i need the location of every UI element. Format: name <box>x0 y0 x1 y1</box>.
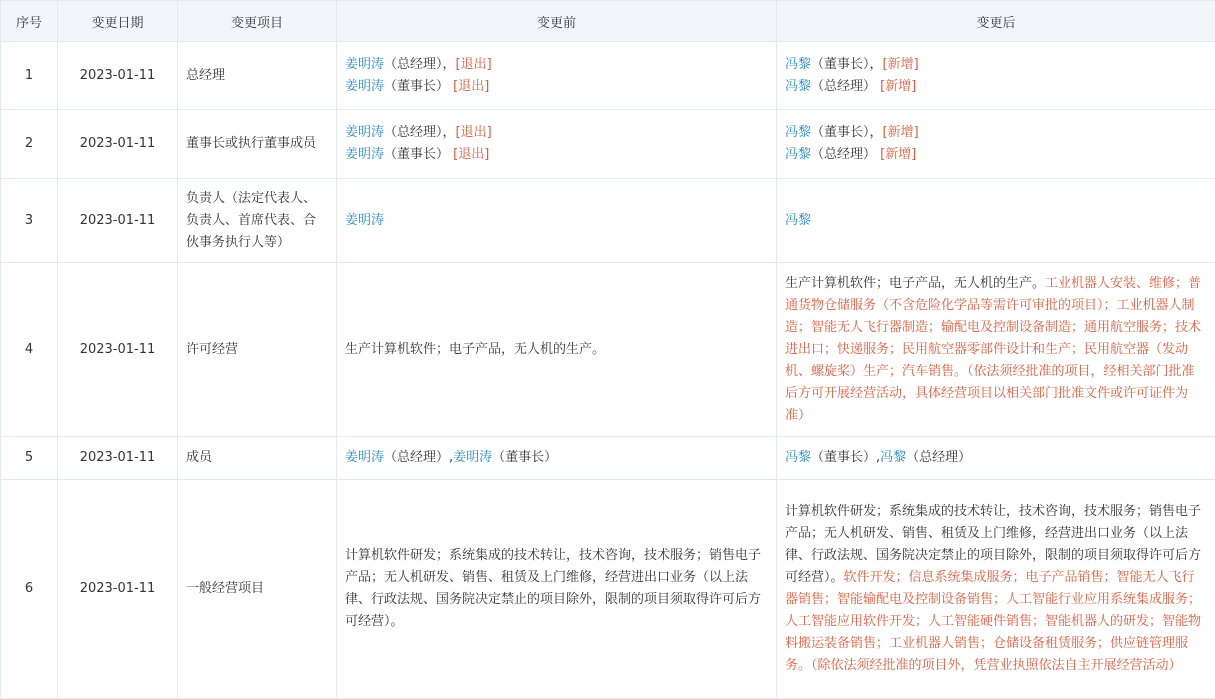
cell-date: 2023-01-11 <box>58 179 178 263</box>
cell-date: 2023-01-11 <box>58 110 178 179</box>
change-tag: [新增] <box>883 125 919 140</box>
cell-text: （总经理）， <box>384 125 456 140</box>
cell-before <box>337 480 777 699</box>
table-row <box>1 263 1215 437</box>
person-link[interactable]: 姜明涛 <box>345 57 384 72</box>
cell-after <box>777 437 1215 480</box>
cell-text: （董事长） <box>384 79 453 94</box>
person-link[interactable]: 姜明涛 <box>345 125 384 140</box>
change-tag: [新增] <box>880 147 916 162</box>
cell-line <box>785 504 1201 673</box>
cell-line <box>785 450 971 465</box>
header-after: 变更后 <box>777 1 1215 42</box>
cell-line <box>785 213 811 228</box>
table-row <box>1 110 1215 179</box>
header-no: 序号 <box>1 1 58 42</box>
cell-no: 2 <box>1 110 58 179</box>
cell-line <box>345 213 384 228</box>
person-link[interactable]: 冯黎 <box>785 450 811 465</box>
change-tag: 软件开发；信息系统集成服务；电子产品销售；智能无人飞行器销售；智能输配电及控制设备销售；人工智能行业应用系统集成服务；人工智能应用软件开发；人工智能硬件销售；智能机器人的研发；智能物料搬运装备销售；工业机器人销售；仓储设备租赁服务；供应链管理服务。（除依法须经批准的项目外，凭营业执照依法自主开展经营活动） <box>785 570 1201 673</box>
cell-line <box>345 342 605 357</box>
cell-date: 2023-01-11 <box>58 437 178 480</box>
person-link[interactable]: 姜明涛 <box>345 79 384 94</box>
cell-date: 2023-01-11 <box>58 263 178 437</box>
cell-no: 5 <box>1 437 58 480</box>
cell-text: 计算机软件研发；系统集成的技术转让，技术咨询，技术服务；销售电子产品；无人机研发、销售、租赁及上门维修，经营进出口业务（以上法律、行政法规、国务院决定禁止的项目除外，限制的项目须取得许可后方可经营）。 <box>785 504 1201 585</box>
cell-line <box>785 144 1207 166</box>
change-tag: [退出] <box>453 79 489 94</box>
table-header-row <box>1 1 1215 42</box>
change-tag: [退出] <box>456 57 492 72</box>
cell-after <box>777 263 1215 437</box>
cell-item: 一般经营项目 <box>178 480 337 699</box>
cell-text: （董事长）, <box>811 450 880 465</box>
cell-item: 负责人（法定代表人、负责人、首席代表、合伙事务执行人等） <box>178 179 337 263</box>
cell-text: 生产计算机软件；电子产品，无人机的生产。 <box>345 342 605 357</box>
cell-item: 许可经营 <box>178 263 337 437</box>
cell-after <box>777 480 1215 699</box>
header-before: 变更前 <box>337 1 777 42</box>
cell-before <box>337 263 777 437</box>
cell-text: 计算机软件研发；系统集成的技术转让，技术咨询，技术服务；销售电子产品；无人机研发、销售、租赁及上门维修，经营进出口业务（以上法律、行政法规、国务院决定禁止的项目除外，限制的项目须取得许可后方可经营）。 <box>345 548 761 629</box>
cell-before <box>337 179 777 263</box>
cell-text: （总经理）， <box>384 57 456 72</box>
table-row <box>1 179 1215 263</box>
cell-text: （总经理） <box>811 147 880 162</box>
cell-line <box>785 122 1207 144</box>
table-row <box>1 42 1215 110</box>
table-row <box>1 480 1215 699</box>
person-link[interactable]: 姜明涛 <box>453 450 492 465</box>
cell-no: 1 <box>1 42 58 110</box>
cell-no: 4 <box>1 263 58 437</box>
cell-no: 6 <box>1 480 58 699</box>
person-link[interactable]: 姜明涛 <box>345 147 384 162</box>
cell-item: 总经理 <box>178 42 337 110</box>
cell-text: （董事长） <box>384 147 453 162</box>
cell-line <box>785 276 1201 423</box>
cell-text: （总经理）, <box>384 450 453 465</box>
cell-after <box>777 110 1215 179</box>
cell-text: （董事长） <box>492 450 557 465</box>
person-link[interactable]: 姜明涛 <box>345 213 384 228</box>
change-tag: [新增] <box>880 79 916 94</box>
person-link[interactable]: 冯黎 <box>785 213 811 228</box>
person-link[interactable]: 冯黎 <box>880 450 906 465</box>
cell-text: （总经理） <box>906 450 971 465</box>
cell-before <box>337 110 777 179</box>
cell-no: 3 <box>1 179 58 263</box>
cell-item: 成员 <box>178 437 337 480</box>
cell-date: 2023-01-11 <box>58 42 178 110</box>
cell-date: 2023-01-11 <box>58 480 178 699</box>
cell-line <box>785 54 1207 76</box>
person-link[interactable]: 冯黎 <box>785 147 811 162</box>
cell-line <box>345 548 761 629</box>
header-item: 变更项目 <box>178 1 337 42</box>
change-tag: [新增] <box>883 57 919 72</box>
cell-after <box>777 179 1215 263</box>
cell-line <box>345 144 768 166</box>
cell-line <box>345 76 768 98</box>
cell-before <box>337 42 777 110</box>
table-row <box>1 437 1215 480</box>
table-body <box>1 42 1215 699</box>
cell-text: 生产计算机软件；电子产品，无人机的生产。 <box>785 276 1045 291</box>
change-tag: 工业机器人安装、维修；普通货物仓储服务（不含危险化学品等需许可审批的项目）；工业机器人制造；智能无人飞行器制造；输配电及控制设备制造；通用航空服务；技术进出口；快递服务；民用航空器零部件设计和生产；民用航空器（发动机、螺旋桨）生产；汽车销售。（依法须经批准的项目，经相关部门批准后方可开展经营活动，具体经营项目以相关部门批准文件或许可证件为准） <box>785 276 1201 423</box>
cell-text: （董事长）， <box>811 125 883 140</box>
cell-line <box>785 76 1207 98</box>
cell-item: 董事长或执行董事成员 <box>178 110 337 179</box>
person-link[interactable]: 冯黎 <box>785 57 811 72</box>
cell-text: （董事长）， <box>811 57 883 72</box>
person-link[interactable]: 姜明涛 <box>345 450 384 465</box>
cell-line <box>345 450 557 465</box>
person-link[interactable]: 冯黎 <box>785 79 811 94</box>
header-date: 变更日期 <box>58 1 178 42</box>
cell-after <box>777 42 1215 110</box>
cell-before <box>337 437 777 480</box>
cell-line <box>345 54 768 76</box>
cell-line <box>345 122 768 144</box>
change-tag: [退出] <box>456 125 492 140</box>
cell-text: （总经理） <box>811 79 880 94</box>
change-tag: [退出] <box>453 147 489 162</box>
person-link[interactable]: 冯黎 <box>785 125 811 140</box>
